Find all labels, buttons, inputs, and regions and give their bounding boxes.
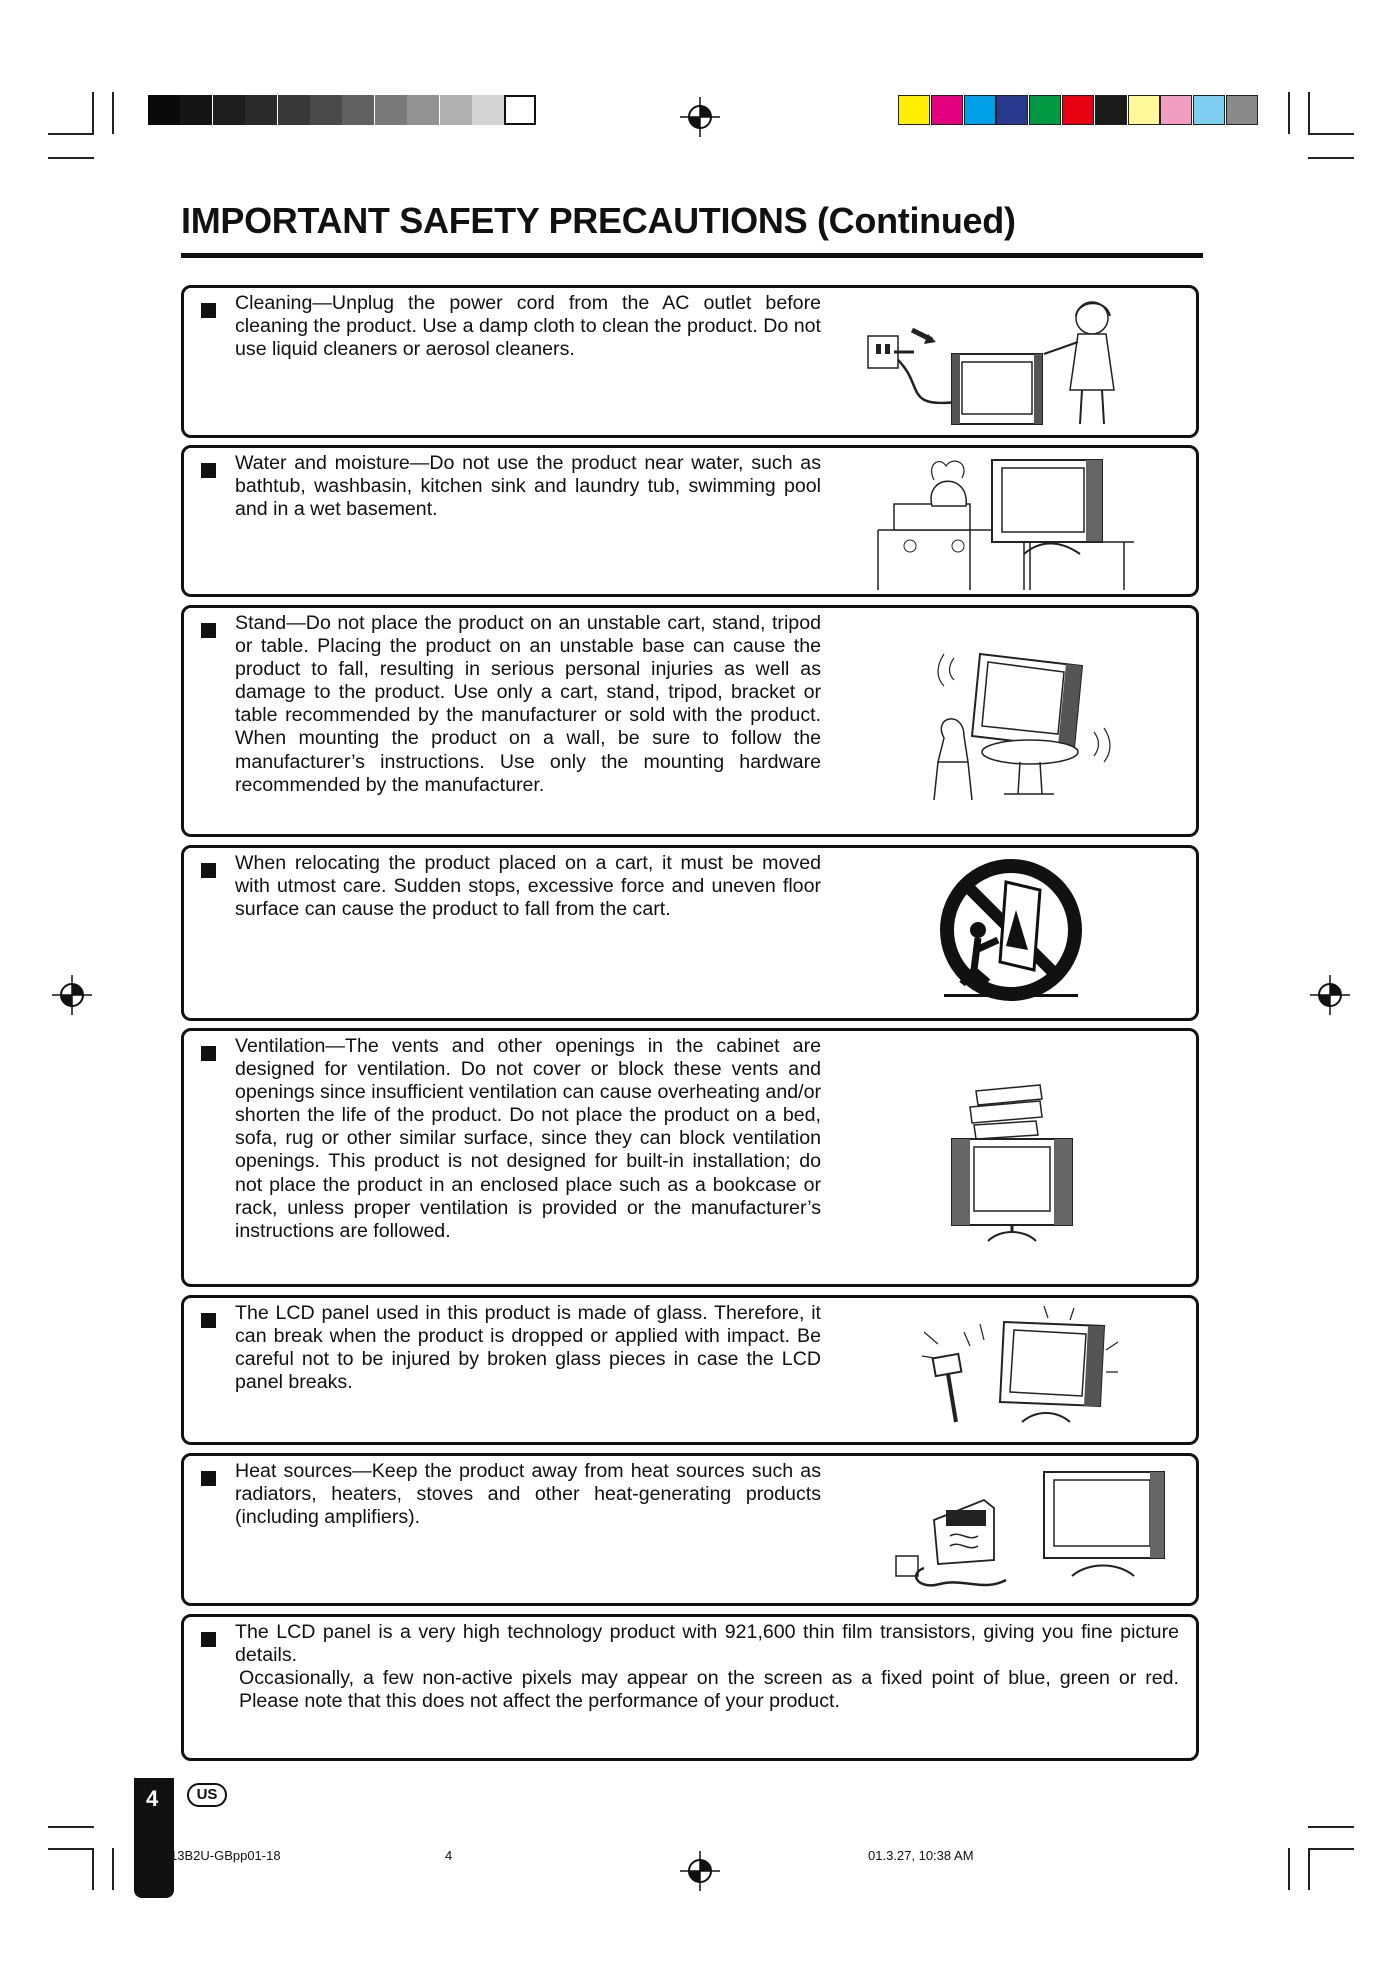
gray-swatch — [407, 95, 439, 125]
section-ventilation — [181, 1028, 1199, 1287]
color-swatch — [1029, 95, 1061, 125]
print-timestamp: 01.3.27, 10:38 AM — [868, 1848, 974, 1863]
cart-warning-symbol — [936, 858, 1086, 1008]
color-swatch — [1128, 95, 1160, 125]
color-swatch — [1226, 95, 1258, 125]
file-code: 13B2U-GBpp01-18 — [170, 1848, 281, 1863]
page-reference: 4 — [445, 1848, 453, 1863]
section-text: Water and moisture—Do not use the product near water, such as bathtub, washbasin, kitchen sink and laundry tub, swimming pool and in a wet basement. — [235, 452, 821, 521]
cleaning-illustration — [864, 290, 1174, 430]
gray-swatch — [310, 95, 342, 125]
section-text: Ventilation—The vents and other openings in the cabinet are designed for ventilation. Do not cover or block these vents and openings since insufficient ventilation can cause overheating and/or shorten the life of the product. Do not place the product on a bed, sofa, rug or other similar surface, since they can block ventilation openings. This product is not designed for built-in installation; do not place the product in an enclosed place such as a bookcase or rack, unless proper ventilation is provided or the manufacturer’s instructions are followed. — [235, 1035, 821, 1242]
gray-swatch — [472, 95, 504, 125]
gray-swatch — [180, 95, 212, 125]
color-swatch — [996, 95, 1028, 125]
heater-illustration — [894, 1460, 1174, 1604]
registration-target-top — [680, 97, 720, 137]
section-text: When relocating the product placed on a cart, it must be moved with utmost care. Sudden stops, excessive force and uneven floor surface can cause the product to fall from the cart. — [235, 852, 821, 921]
gray-swatch — [342, 95, 374, 125]
section-cart — [181, 845, 1199, 1021]
gray-swatch — [504, 95, 536, 125]
region-badge: US — [187, 1783, 227, 1807]
color-swatch — [1160, 95, 1192, 125]
section-stand — [181, 605, 1199, 837]
section-text: Stand—Do not place the product on an unstable cart, stand, tripod or table. Placing the product on an unstable base can cause the product to fall, resulting in serious personal injuries as well as damage to the product. Use only a cart, stand, tripod, bracket or table recommended by the manufacturer or sold with the product. When mounting the product on a wall, be sure to follow the manufacturer’s instructions. Use only the mounting hardware recommended by the manufacturer. — [235, 612, 821, 796]
section-heat-sources — [181, 1453, 1199, 1606]
ventilation-illustration — [944, 1081, 1084, 1251]
registration-target-right — [1310, 975, 1350, 1015]
gray-swatch — [440, 95, 472, 125]
section-water-moisture — [181, 445, 1199, 597]
color-swatch — [1095, 95, 1127, 125]
section-text-line2: Occasionally, a few non-active pixels may appear on the screen as a fixed point of blue, green or red. Please note that this does not affect the performance of your product. — [239, 1667, 1179, 1713]
bullet-square-icon — [201, 303, 216, 318]
unstable-table-illustration — [924, 644, 1124, 804]
section-text: Heat sources—Keep the product away from heat sources such as radiators, heaters, stoves and other heat-generating products (including amplifiers). — [235, 1460, 821, 1529]
bullet-square-icon — [201, 863, 216, 878]
section-text: Cleaning—Unplug the power cord from the AC outlet before cleaning the product. Use a damp cloth to clean the product. Do not use liquid cleaners or aerosol cleaners. — [235, 292, 821, 361]
bullet-square-icon — [201, 463, 216, 478]
bullet-square-icon — [201, 1632, 216, 1647]
color-swatch — [1062, 95, 1094, 125]
color-swatch — [898, 95, 930, 125]
gray-swatch — [213, 95, 245, 125]
gray-swatch — [245, 95, 277, 125]
gray-swatch — [148, 95, 180, 125]
color-swatch — [1193, 95, 1225, 125]
gray-swatch — [375, 95, 407, 125]
bullet-square-icon — [201, 1046, 216, 1061]
section-cleaning — [181, 285, 1199, 438]
page-title: IMPORTANT SAFETY PRECAUTIONS (Continued) — [181, 200, 1016, 241]
gray-swatch — [278, 95, 310, 125]
section-text-line1: The LCD panel is a very high technology product with 921,600 thin film transistors, giving you fine picture details. — [235, 1621, 1179, 1667]
color-swatch — [964, 95, 996, 125]
hammer-impact-illustration — [904, 1302, 1124, 1442]
title-underline — [181, 253, 1203, 258]
registration-target-bottom — [680, 1851, 720, 1891]
water-illustration — [874, 450, 1184, 594]
section-lcd-glass — [181, 1295, 1199, 1445]
section-text: The LCD panel used in this product is made of glass. Therefore, it can break when the product is dropped or applied with impact. Be careful not to be injured by broken glass pieces in case the LCD panel breaks. — [235, 1302, 821, 1394]
section-text — [235, 1621, 1179, 1713]
registration-target-left — [52, 975, 92, 1015]
bullet-square-icon — [201, 623, 216, 638]
bullet-square-icon — [201, 1313, 216, 1328]
section-lcd-pixels — [181, 1614, 1199, 1761]
color-swatch — [931, 95, 963, 125]
bullet-square-icon — [201, 1471, 216, 1486]
page-number: 4 — [146, 1786, 159, 1811]
